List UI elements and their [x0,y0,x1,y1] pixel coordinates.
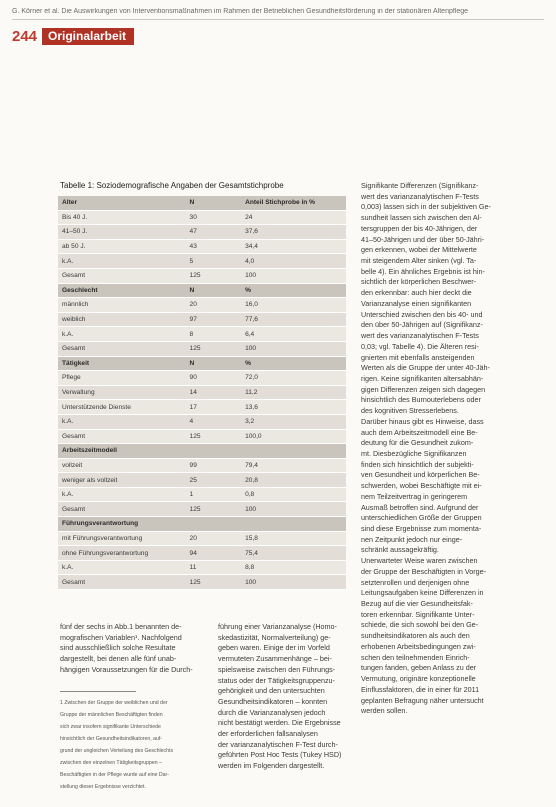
table-cell: Führungsverantwortung [58,517,186,532]
table-cell: 97 [186,312,242,327]
table-cell: weniger als vollzeit [58,473,186,488]
footnote-line: stellung dieser Ergebnisse verzichtet. [60,784,146,791]
text-line: 41–50-Jährigen und der über 50-Jähri- [361,234,485,244]
table-cell: 4,0 [241,254,346,269]
table-cell: 100 [241,575,346,590]
table-cell: 13,6 [241,400,346,415]
footnote-line: grund der ungleichen Verteilung des Geschlechts [60,748,174,755]
table-row [58,487,346,502]
table-cell: Arbeitszeitmodell [58,444,186,459]
table-row [58,531,346,546]
table-cell: Alter [58,196,186,210]
text-line: skedastizität, Normalverteilung) ge- [218,632,331,642]
table-cell: männlich [58,298,186,313]
table-cell: 15,8 [241,531,346,546]
text-line: status oder der Tätigkeitsgruppenzu- [218,675,335,685]
table-cell: k.A. [58,327,186,342]
table-group-header [58,517,346,532]
table-row [58,546,346,561]
text-line: der erforderlichen fallsanalysen [218,729,318,739]
right-column-text [361,181,521,717]
table-cell: 20 [186,531,242,546]
text-line: nicht bestätigt werden. Die Ergebnisse [218,718,341,728]
table-cell: k.A. [58,560,186,575]
table-cell: 8,8 [241,560,346,575]
table-row [58,327,346,342]
table-cell: 125 [186,575,242,590]
table-cell: 125 [186,268,242,283]
text-line: den erkennbar: auch hier deckt die [361,288,472,298]
table-row [58,371,346,386]
table-cell [186,444,242,459]
table-cell: Gesamt [58,502,186,517]
table-cell: 3,2 [241,414,346,429]
footnote-line: hinsichtlich der Gesundheitsindikatoren, auf- [60,736,163,743]
table-cell: 100 [241,341,346,356]
table-cell: 77,6 [241,312,346,327]
text-line: 0,003) lassen sich in der subjektiven Ge- [361,202,491,212]
table-cell: k.A. [58,414,186,429]
text-line: rigen. Keine signifikanten altersabhän- [361,373,484,383]
table-cell: Geschlecht [58,283,186,298]
footnote-line: Beschäftigten in der Pflege wurde auf eine Dar- [60,772,170,779]
text-line: Unerwarteter Weise waren zwischen [361,556,478,566]
text-line: Werten als die Gruppe der unter 40-Jäh- [361,363,490,373]
text-line: Leitungsaufgaben keine Differenzen in [361,588,484,598]
table-row [58,458,346,473]
table-cell: Pflege [58,371,186,386]
text-line: Einflussfaktoren, die in einer für 2011 [361,684,480,694]
table-cell: 24 [241,210,346,225]
table-cell [186,517,242,532]
table-cell: 125 [186,502,242,517]
table-group-header [58,356,346,371]
footnote-rule [60,691,136,692]
page-number: 244 [12,28,38,45]
text-line: führung einer Varianzanalyse (Homo- [218,622,337,631]
text-line: der Gruppe der Beschäftigten in Vorge- [361,566,487,576]
table-cell: 17 [186,400,242,415]
table-cell: vollzeit [58,458,186,473]
table-cell: mit Führungsverantwortung [58,531,186,546]
table-cell: Gesamt [58,268,186,283]
table-cell: 47 [186,225,242,240]
table-cell: 25 [186,473,242,488]
table-cell: Anteil Stichprobe in % [241,196,346,210]
table-cell: 37,6 [241,225,346,240]
text-line: auch dem Arbeitszeitmodell eine Be- [361,427,478,437]
text-line: Signifikante Differenzen (Signifikanz- [361,181,479,190]
table-group-header [58,444,346,459]
table-cell: N [186,283,242,298]
text-line: mografischen Variablen¹. Nachfolgend [60,632,182,642]
table-cell: 4 [186,414,242,429]
table-cell: 6,4 [241,327,346,342]
text-line: nen Zeitpunkt jedoch nur einge- [361,534,463,544]
table-cell: 94 [186,546,242,561]
table-row [58,268,346,283]
table-cell: 99 [186,458,242,473]
text-line: wert des varianzanalytischen F-Tests [361,191,479,201]
table-row [58,312,346,327]
text-line: mit steigendem Alter sinken (vgl. Ta- [361,256,477,266]
text-line: sichtlich der körperlichen Beschwer- [361,277,477,287]
table-cell: k.A. [58,254,186,269]
table-cell: k.A. [58,487,186,502]
table-cell: 16,0 [241,298,346,313]
text-line: der varianzanalytischen F-Test durch- [218,739,338,749]
table-cell: % [241,356,346,371]
table-row [58,385,346,400]
table-cell: 75,4 [241,546,346,561]
text-line: erhobenen Arbeitsbedingungen zwi- [361,641,476,651]
table-row [58,298,346,313]
text-line: ven Gesundheit und körperlichen Be- [361,470,480,480]
table-row [58,575,346,590]
text-line: Ausmaß betroffen sind. Aufgrund der [361,502,479,512]
text-line: unterschiedlichen Größe der Gruppen [361,513,482,523]
text-line: hinsichtlich des Burnouterlebens oder [361,395,481,405]
text-line: mt. Diesbezügliche Signifikanzen [361,448,467,458]
table-cell: 125 [186,341,242,356]
text-line: des kognitiven Stresserlebens. [361,406,459,416]
text-line: gehörigkeit und den untersuchten [218,686,325,696]
text-line: Varianzanalyse einen signifikanten [361,298,472,308]
table-cell: 79,4 [241,458,346,473]
table-cell: 20 [186,298,242,313]
table-cell: 43 [186,239,242,254]
text-line: schiede, die sich sowohl bei den Ge- [361,620,479,630]
text-line: tungen fanden, geben Anlass zu der [361,663,477,673]
table-row [58,210,346,225]
text-line: Bezug auf die vier Gesundheitsfak- [361,599,473,609]
table-cell: 100 [241,268,346,283]
table-row [58,225,346,240]
text-line: spielsweise zwischen den Führungs- [218,664,336,674]
text-line: gnierten mit ebenfalls ansteigenden [361,352,475,362]
table-cell: 100,0 [241,429,346,444]
text-line: gen erkennen, wobei der Mittelwerte [361,245,477,255]
table-cell: Bis 40 J. [58,210,186,225]
table-cell: 0,8 [241,487,346,502]
table-cell: 90 [186,371,242,386]
text-line: 0,03; vgl. Tabelle 4). Die Älteren resi- [361,341,479,351]
footnote [60,695,200,796]
footnote-line: zwischen den einzelnen Tätigkeitsgruppen – [60,760,162,767]
demographics-table [58,196,346,590]
text-line: nem Teilzeitvertrag in geringerem [361,491,468,501]
table-row [58,560,346,575]
table-cell: Gesamt [58,341,186,356]
text-line: schen den teilnehmenden Einrich- [361,652,470,662]
table-row [58,341,346,356]
text-line: sind ausschließlich solche Resultate [60,643,176,653]
text-line: geplanten Befragung näher untersucht [361,695,484,705]
text-line: gigen Differenzen zeigen sich dagegen [361,384,486,394]
table-row [58,254,346,269]
table-cell [241,444,346,459]
table-cell: Gesamt [58,575,186,590]
table-cell: % [241,283,346,298]
footnote-line: sich zwar insofern signifikante Unterschiede [60,724,161,731]
running-head: G. Körner et al. Die Auswirkungen von Interventionsmaßnahmen im Rahmen der Betrieblichen Gesundheitsförderung in der stationären Altenpflege [12,8,469,15]
text-line: finden sich hinsichtlich der subjekti- [361,459,474,469]
table-cell: N [186,356,242,371]
table-cell: N [186,196,242,210]
table-cell: Unterstützende Dienste [58,400,186,415]
table-cell: Gesamt [58,429,186,444]
table-cell: 5 [186,254,242,269]
table-cell: Verwaltung [58,385,186,400]
text-line: tersgruppen der bis 40-Jährigen, der [361,223,478,233]
table-cell: 72,0 [241,371,346,386]
text-line: fünf der sechs in Abb.1 benannten de- [60,622,182,631]
table-row [58,429,346,444]
table-cell: ohne Führungsverantwortung [58,546,186,561]
table-cell: ab 50 J. [58,239,186,254]
section-label: Originalarbeit [42,28,134,45]
text-line: hängigen Voraussetzungen für die Durch- [60,664,193,674]
table-cell [241,517,346,532]
table-cell: 8 [186,327,242,342]
text-line: toren erkennbar. Signifikante Unter- [361,609,475,619]
table-cell: 14 [186,385,242,400]
header-rule [12,19,544,20]
text-line: geben waren. Einige der im Vorfeld [218,643,330,653]
text-line: sundheit lassen sich zwischen den Al- [361,213,482,223]
table-cell: 11 [186,560,242,575]
table-row [58,502,346,517]
bottom-middle-column-text [218,622,350,772]
text-line: sundheitsindikatoren als auch den [361,631,470,641]
text-line: Gesundheitsindikatoren – konnten [218,696,328,706]
text-line: schränkt aussagekräftig. [361,545,439,555]
text-line: den über 50-Jährigen auf (Signifikanz- [361,320,483,330]
table-caption: Tabelle 1: Soziodemografische Angaben der Gesamtstichprobe [60,181,284,190]
text-line: wert des varianzanalytischen F-Tests [361,331,479,341]
footnote-line: 1 Zwischen der Gruppe der weiblichen und der [60,700,168,707]
text-line: sind diese Ergebnisse zum momenta- [361,524,482,533]
table-cell: 100 [241,502,346,517]
table-cell: 1 [186,487,242,502]
text-line: belle 4). Ein ähnliches Ergebnis ist hin- [361,266,485,276]
table-row [58,239,346,254]
table-cell: 20,8 [241,473,346,488]
table-cell: 11,2 [241,385,346,400]
table-cell: 41–50 J. [58,225,186,240]
text-line: Vermutung, originäre konzeptionelle [361,674,476,684]
bottom-left-column-text [60,622,200,676]
table-row [58,400,346,415]
text-line: werden im Folgenden dargestellt. [218,761,325,771]
text-line: setztenrollen und derjenigen ohne [361,577,470,587]
table-row [58,473,346,488]
table-cell: 34,4 [241,239,346,254]
table-cell: 30 [186,210,242,225]
text-line: vermuteten Zusammenhänge – bei- [218,654,332,664]
text-line: Darüber hinaus gibt es Hinweise, dass [361,416,484,426]
table-group-header [58,283,346,298]
table-group-header [58,196,346,210]
text-line: geführten Post Hoc Tests (Tukey HSD) [218,750,342,760]
table-cell: 125 [186,429,242,444]
table-cell: weiblich [58,312,186,327]
text-line: werden sollen. [361,706,408,716]
text-line: Unterschied zwischen den bis 40- und [361,309,483,319]
text-line: dargestellt, bei denen alle fünf unab- [60,654,177,664]
text-line: deutung für die Gesundheit zukom- [361,438,474,448]
text-line: durch die Varianzanalysen jedoch [218,707,326,717]
text-line: schwerden, wobei Beschäftigte mit ei- [361,481,482,491]
table-row [58,414,346,429]
table-cell: Tätigkeit [58,356,186,371]
footnote-line: Gruppe der männlichen Beschäftigten finden [60,712,163,719]
